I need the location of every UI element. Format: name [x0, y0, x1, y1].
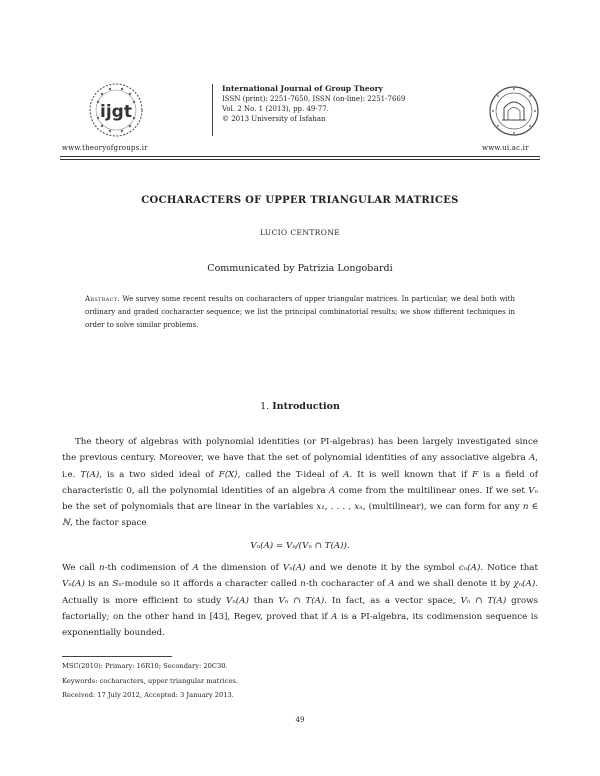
paragraph-2: We call n-th codimension of A the dimension of Vₙ(A) and we denote it by the symbol cₙ(A). Notice that Vₙ(A) is an Sₙ-module so it affords a character called n-th cocharacter of A and we shall denote it by χₙ(A). Actually is more efficient to study Vₙ(A) than Vₙ ∩ T(A). In fact, as a vector space, Vₙ ∩ T(A) grows factorially; on the other hand in [43], Regev, proved that if A is a PI-algebra, its codimension sequence is exponentially bounded.: [62, 563, 538, 639]
journal-website[interactable]: www.theoryofgroups.ir: [62, 144, 148, 152]
journal-title: International Journal of Group Theory: [222, 84, 383, 93]
footnote-received: Received: 17 July 2012, Accepted: 3 January 2013.: [62, 691, 234, 699]
header-rule-top: [60, 156, 540, 157]
university-website[interactable]: www.ui.ac.ir: [482, 144, 529, 152]
paper-author: LUCIO CENTRONE: [259, 228, 341, 237]
ijgt-logo-text: ijgt: [100, 102, 132, 122]
section-number: 1.: [260, 401, 270, 412]
abstract: [85, 293, 515, 332]
display-equation: Vₙ(A) = Vₙ/(Vₙ ∩ T(A)).: [250, 540, 350, 551]
journal-issn: ISSN (print): 2251-7650, ISSN (on-line): 2251-7669: [222, 95, 406, 103]
body-text: [62, 434, 538, 642]
ijgt-logo: [88, 82, 144, 138]
paragraph-1: The theory of algebras with polynomial identities (or PI-algebras) has been largely investigated since the previous century. Moreover, we have that the set of polynomial identities of any associative algebra A, i.e. T(A), is a two sided ideal of F⟨X⟩, called the T-ideal of A. It is well known that if F is a field of characteristic 0, all the polynomial identities of an algebra A come from the multilinear ones. If we set Vₙ be the set of polynomials that are linear in the variables x₁, . . . , xₙ, (multilinear), we can form for any n ∈ ℕ, the factor space: [62, 437, 539, 529]
footnote-msc: MSC(2010): Primary: 16R10; Secondary: 20C30.: [62, 662, 228, 670]
section-heading: [0, 401, 600, 412]
paper-title: COCHARACTERS OF UPPER TRIANGULAR MATRICES: [141, 195, 459, 206]
section-name: Introduction: [272, 401, 340, 412]
university-seal-logo: [488, 84, 540, 138]
page-number: 49: [295, 716, 305, 724]
journal-info-block: [212, 84, 405, 136]
abstract-label: Abstract.: [85, 295, 120, 303]
footnotes: [62, 659, 238, 703]
journal-volume: Vol. 2 No. 1 (2013), pp. 49-77.: [222, 105, 329, 113]
footnote-rule: [62, 656, 172, 657]
communicated-by: Communicated by Patrizia Longobardi: [207, 263, 393, 274]
abstract-text: We survey some recent results on cocharacters of upper triangular matrices. In particular, we deal both with ordinary and graded cocharacter sequence; we list the principal combinatorial results; we show different techniques in order to solve similar problems.: [85, 295, 515, 329]
journal-copyright: © 2013 University of Isfahan: [222, 115, 326, 123]
footnote-keywords: Keywords: cocharacters, upper triangular matrices.: [62, 676, 238, 685]
header-rule-bottom: [60, 159, 540, 160]
